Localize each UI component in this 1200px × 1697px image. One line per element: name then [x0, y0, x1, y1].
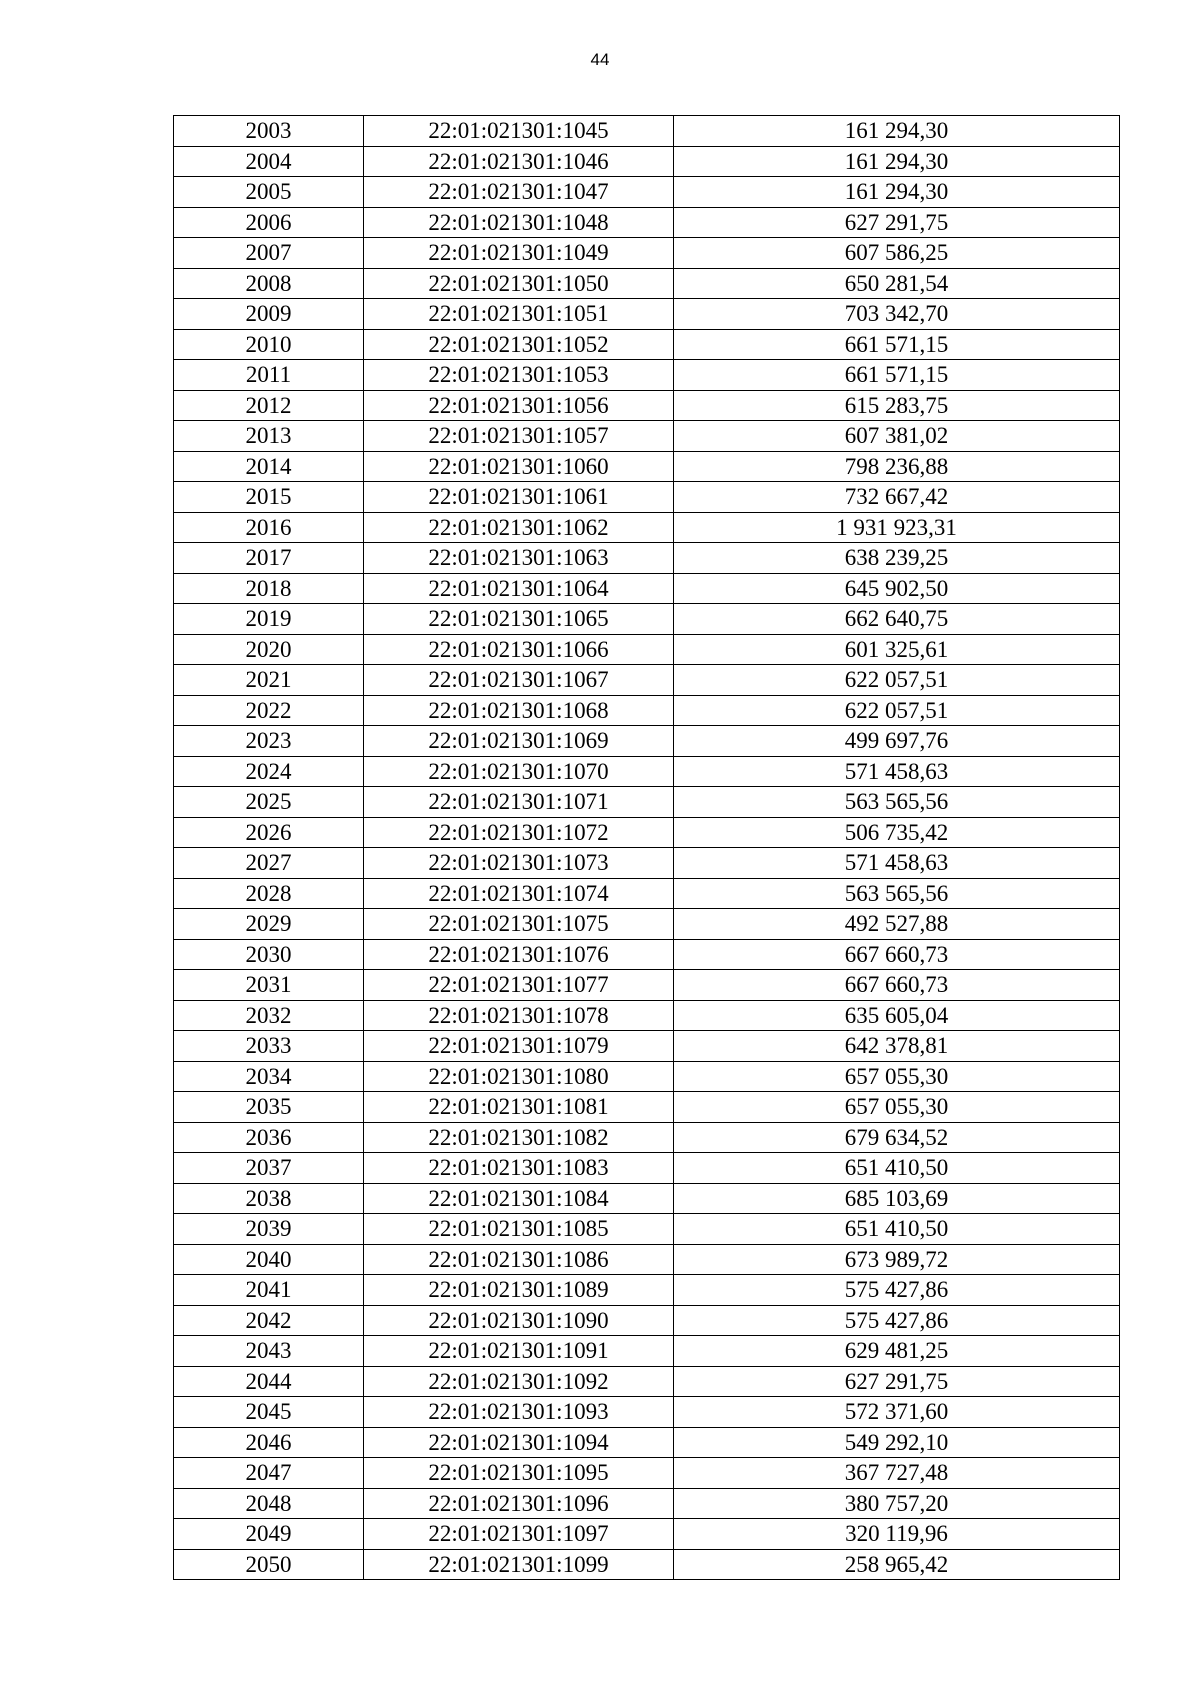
table-row [174, 695, 1120, 726]
cadastral-number-cell: 22:01:021301:1067 [364, 665, 674, 696]
cadastral-value-cell: 732 667,42 [674, 482, 1120, 513]
row-number-cell: 2049 [174, 1519, 364, 1550]
cadastral-value-cell: 601 325,61 [674, 634, 1120, 665]
cadastral-number-cell: 22:01:021301:1083 [364, 1153, 674, 1184]
table-row [174, 939, 1120, 970]
cadastral-value-cell: 667 660,73 [674, 939, 1120, 970]
cadastral-value-cell: 607 586,25 [674, 238, 1120, 269]
table-row [174, 1336, 1120, 1367]
cadastral-number-cell: 22:01:021301:1062 [364, 512, 674, 543]
table-row [174, 878, 1120, 909]
cadastral-number-cell: 22:01:021301:1091 [364, 1336, 674, 1367]
row-number-cell: 2035 [174, 1092, 364, 1123]
cadastral-value-cell: 661 571,15 [674, 360, 1120, 391]
cadastral-value-cell: 662 640,75 [674, 604, 1120, 635]
cadastral-number-cell: 22:01:021301:1053 [364, 360, 674, 391]
table-row [174, 756, 1120, 787]
cadastral-number-cell: 22:01:021301:1051 [364, 299, 674, 330]
cadastral-number-cell: 22:01:021301:1064 [364, 573, 674, 604]
cadastral-value-cell: 798 236,88 [674, 451, 1120, 482]
table-row [174, 1092, 1120, 1123]
cadastral-value-cell: 367 727,48 [674, 1458, 1120, 1489]
table-row [174, 604, 1120, 635]
table-row [174, 1519, 1120, 1550]
table-row [174, 177, 1120, 208]
table-body [174, 116, 1120, 1580]
table-row [174, 512, 1120, 543]
row-number-cell: 2029 [174, 909, 364, 940]
cadastral-value-cell: 258 965,42 [674, 1549, 1120, 1580]
cadastral-value-cell: 492 527,88 [674, 909, 1120, 940]
table-row [174, 1122, 1120, 1153]
table-row [174, 1061, 1120, 1092]
cadastral-value-cell: 651 410,50 [674, 1214, 1120, 1245]
table-row [174, 543, 1120, 574]
row-number-cell: 2031 [174, 970, 364, 1001]
table-row [174, 360, 1120, 391]
cadastral-number-cell: 22:01:021301:1097 [364, 1519, 674, 1550]
cadastral-value-cell: 607 381,02 [674, 421, 1120, 452]
table-row [174, 1031, 1120, 1062]
row-number-cell: 2009 [174, 299, 364, 330]
cadastral-number-cell: 22:01:021301:1070 [364, 756, 674, 787]
cadastral-number-cell: 22:01:021301:1099 [364, 1549, 674, 1580]
row-number-cell: 2010 [174, 329, 364, 360]
cadastral-number-cell: 22:01:021301:1066 [364, 634, 674, 665]
table-row [174, 909, 1120, 940]
table-row [174, 268, 1120, 299]
cadastral-value-cell: 549 292,10 [674, 1427, 1120, 1458]
cadastral-value-cell: 645 902,50 [674, 573, 1120, 604]
row-number-cell: 2039 [174, 1214, 364, 1245]
table-row [174, 482, 1120, 513]
cadastral-number-cell: 22:01:021301:1052 [364, 329, 674, 360]
table-row [174, 390, 1120, 421]
row-number-cell: 2019 [174, 604, 364, 635]
row-number-cell: 2034 [174, 1061, 364, 1092]
row-number-cell: 2025 [174, 787, 364, 818]
table-row [174, 207, 1120, 238]
cadastral-number-cell: 22:01:021301:1077 [364, 970, 674, 1001]
cadastral-number-cell: 22:01:021301:1080 [364, 1061, 674, 1092]
cadastral-number-cell: 22:01:021301:1046 [364, 146, 674, 177]
cadastral-number-cell: 22:01:021301:1076 [364, 939, 674, 970]
cadastral-value-cell: 651 410,50 [674, 1153, 1120, 1184]
row-number-cell: 2032 [174, 1000, 364, 1031]
table-row [174, 817, 1120, 848]
cadastral-value-cell: 679 634,52 [674, 1122, 1120, 1153]
row-number-cell: 2020 [174, 634, 364, 665]
row-number-cell: 2042 [174, 1305, 364, 1336]
table-row [174, 1153, 1120, 1184]
row-number-cell: 2011 [174, 360, 364, 391]
table-row [174, 329, 1120, 360]
cadastral-value-cell: 575 427,86 [674, 1275, 1120, 1306]
cadastral-value-cell: 571 458,63 [674, 756, 1120, 787]
table-row [174, 1214, 1120, 1245]
table-row [174, 1000, 1120, 1031]
cadastral-value-cell: 1 931 923,31 [674, 512, 1120, 543]
cadastral-value-cell: 380 757,20 [674, 1488, 1120, 1519]
table-row [174, 1305, 1120, 1336]
row-number-cell: 2028 [174, 878, 364, 909]
row-number-cell: 2048 [174, 1488, 364, 1519]
cadastral-value-cell: 629 481,25 [674, 1336, 1120, 1367]
table-row [174, 787, 1120, 818]
cadastral-value-cell: 627 291,75 [674, 207, 1120, 238]
table-row [174, 451, 1120, 482]
cadastral-number-cell: 22:01:021301:1072 [364, 817, 674, 848]
cadastral-number-cell: 22:01:021301:1085 [364, 1214, 674, 1245]
cadastral-number-cell: 22:01:021301:1092 [364, 1366, 674, 1397]
cadastral-value-cell: 673 989,72 [674, 1244, 1120, 1275]
cadastral-value-cell: 638 239,25 [674, 543, 1120, 574]
cadastral-value-cell: 320 119,96 [674, 1519, 1120, 1550]
cadastral-number-cell: 22:01:021301:1078 [364, 1000, 674, 1031]
table-row [174, 1183, 1120, 1214]
cadastral-value-cell: 622 057,51 [674, 665, 1120, 696]
cadastral-number-cell: 22:01:021301:1093 [364, 1397, 674, 1428]
row-number-cell: 2037 [174, 1153, 364, 1184]
cadastral-number-cell: 22:01:021301:1082 [364, 1122, 674, 1153]
cadastral-value-cell: 499 697,76 [674, 726, 1120, 757]
cadastral-number-cell: 22:01:021301:1050 [364, 268, 674, 299]
cadastral-number-cell: 22:01:021301:1047 [364, 177, 674, 208]
row-number-cell: 2046 [174, 1427, 364, 1458]
cadastral-value-cell: 703 342,70 [674, 299, 1120, 330]
table-row [174, 1397, 1120, 1428]
cadastral-number-cell: 22:01:021301:1096 [364, 1488, 674, 1519]
cadastral-number-cell: 22:01:021301:1095 [364, 1458, 674, 1489]
row-number-cell: 2044 [174, 1366, 364, 1397]
table-row [174, 726, 1120, 757]
cadastral-number-cell: 22:01:021301:1089 [364, 1275, 674, 1306]
row-number-cell: 2017 [174, 543, 364, 574]
cadastral-value-cell: 161 294,30 [674, 177, 1120, 208]
row-number-cell: 2024 [174, 756, 364, 787]
row-number-cell: 2033 [174, 1031, 364, 1062]
row-number-cell: 2045 [174, 1397, 364, 1428]
cadastral-value-cell: 661 571,15 [674, 329, 1120, 360]
cadastral-number-cell: 22:01:021301:1086 [364, 1244, 674, 1275]
table-row [174, 1427, 1120, 1458]
cadastral-value-cell: 161 294,30 [674, 116, 1120, 147]
row-number-cell: 2036 [174, 1122, 364, 1153]
table-row [174, 1275, 1120, 1306]
cadastral-value-cell: 615 283,75 [674, 390, 1120, 421]
cadastral-number-cell: 22:01:021301:1048 [364, 207, 674, 238]
cadastral-value-cell: 571 458,63 [674, 848, 1120, 879]
cadastral-number-cell: 22:01:021301:1071 [364, 787, 674, 818]
table-row [174, 116, 1120, 147]
row-number-cell: 2004 [174, 146, 364, 177]
row-number-cell: 2005 [174, 177, 364, 208]
cadastral-value-cell: 575 427,86 [674, 1305, 1120, 1336]
cadastral-value-cell: 622 057,51 [674, 695, 1120, 726]
cadastral-value-cell: 635 605,04 [674, 1000, 1120, 1031]
table-row [174, 573, 1120, 604]
row-number-cell: 2018 [174, 573, 364, 604]
row-number-cell: 2043 [174, 1336, 364, 1367]
row-number-cell: 2007 [174, 238, 364, 269]
cadastral-number-cell: 22:01:021301:1065 [364, 604, 674, 635]
table-row [174, 1549, 1120, 1580]
table-row [174, 1366, 1120, 1397]
table-row [174, 421, 1120, 452]
cadastral-number-cell: 22:01:021301:1063 [364, 543, 674, 574]
table-row [174, 146, 1120, 177]
row-number-cell: 2050 [174, 1549, 364, 1580]
cadastral-number-cell: 22:01:021301:1074 [364, 878, 674, 909]
row-number-cell: 2006 [174, 207, 364, 238]
row-number-cell: 2027 [174, 848, 364, 879]
cadastral-value-cell: 627 291,75 [674, 1366, 1120, 1397]
cadastral-number-cell: 22:01:021301:1084 [364, 1183, 674, 1214]
cadastral-number-cell: 22:01:021301:1075 [364, 909, 674, 940]
row-number-cell: 2026 [174, 817, 364, 848]
row-number-cell: 2030 [174, 939, 364, 970]
table-row [174, 848, 1120, 879]
table-row [174, 970, 1120, 1001]
cadastral-value-cell: 685 103,69 [674, 1183, 1120, 1214]
row-number-cell: 2013 [174, 421, 364, 452]
row-number-cell: 2015 [174, 482, 364, 513]
cadastral-number-cell: 22:01:021301:1094 [364, 1427, 674, 1458]
table-row [174, 665, 1120, 696]
row-number-cell: 2003 [174, 116, 364, 147]
cadastral-value-table [173, 115, 1120, 1580]
cadastral-number-cell: 22:01:021301:1068 [364, 695, 674, 726]
cadastral-number-cell: 22:01:021301:1081 [364, 1092, 674, 1123]
row-number-cell: 2021 [174, 665, 364, 696]
row-number-cell: 2014 [174, 451, 364, 482]
cadastral-number-cell: 22:01:021301:1061 [364, 482, 674, 513]
cadastral-number-cell: 22:01:021301:1057 [364, 421, 674, 452]
cadastral-number-cell: 22:01:021301:1079 [364, 1031, 674, 1062]
row-number-cell: 2023 [174, 726, 364, 757]
row-number-cell: 2041 [174, 1275, 364, 1306]
table-row [174, 634, 1120, 665]
cadastral-number-cell: 22:01:021301:1056 [364, 390, 674, 421]
cadastral-value-cell: 657 055,30 [674, 1061, 1120, 1092]
table-row [174, 1244, 1120, 1275]
cadastral-value-cell: 563 565,56 [674, 787, 1120, 818]
cadastral-value-cell: 563 565,56 [674, 878, 1120, 909]
cadastral-value-cell: 572 371,60 [674, 1397, 1120, 1428]
cadastral-number-cell: 22:01:021301:1073 [364, 848, 674, 879]
cadastral-number-cell: 22:01:021301:1045 [364, 116, 674, 147]
cadastral-number-cell: 22:01:021301:1060 [364, 451, 674, 482]
row-number-cell: 2016 [174, 512, 364, 543]
cadastral-value-cell: 657 055,30 [674, 1092, 1120, 1123]
table-row [174, 238, 1120, 269]
cadastral-value-cell: 161 294,30 [674, 146, 1120, 177]
row-number-cell: 2038 [174, 1183, 364, 1214]
cadastral-value-cell: 667 660,73 [674, 970, 1120, 1001]
row-number-cell: 2012 [174, 390, 364, 421]
cadastral-number-cell: 22:01:021301:1049 [364, 238, 674, 269]
row-number-cell: 2047 [174, 1458, 364, 1489]
cadastral-number-cell: 22:01:021301:1090 [364, 1305, 674, 1336]
row-number-cell: 2040 [174, 1244, 364, 1275]
cadastral-number-cell: 22:01:021301:1069 [364, 726, 674, 757]
table-row [174, 299, 1120, 330]
cadastral-value-cell: 642 378,81 [674, 1031, 1120, 1062]
page-number: 44 [590, 50, 610, 69]
row-number-cell: 2022 [174, 695, 364, 726]
row-number-cell: 2008 [174, 268, 364, 299]
cadastral-value-cell: 650 281,54 [674, 268, 1120, 299]
table-row [174, 1488, 1120, 1519]
table-row [174, 1458, 1120, 1489]
cadastral-value-cell: 506 735,42 [674, 817, 1120, 848]
